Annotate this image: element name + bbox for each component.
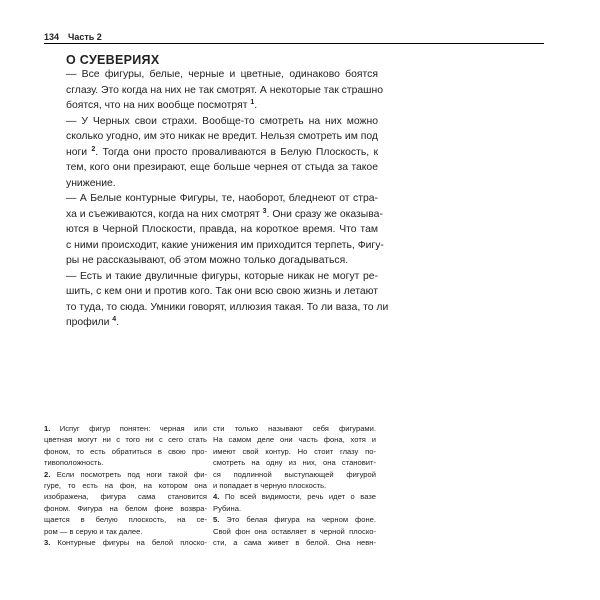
header-rule xyxy=(44,43,544,44)
text-line: ются в Черной Плоскости, правда, на короткое время. Что там xyxy=(66,224,378,235)
text-line: — У Черных свои страхи. Вообще-то смотреть на них можно xyxy=(66,115,378,127)
footnote-line: 2. Если посмотреть под ноги такой фи- xyxy=(44,469,207,479)
text-line: — Есть и такие двуличные фигуры, которые никак не могут ре- xyxy=(66,270,378,282)
footnote-line: гуре, то есть на фон, на котором она xyxy=(44,480,207,490)
text-line: сколько угодно, им это никак не вредит. Нельзя смотреть им под xyxy=(66,131,378,142)
page-number: 134 xyxy=(44,32,60,42)
text-line: с ними происходит, какие унижения им приходится терпеть, Фигу- xyxy=(66,239,384,251)
footnote-line: смотреть на одну из них, она становит- xyxy=(213,458,376,468)
footnote-line: фоном. Фигура на белом фоне возвра- xyxy=(44,503,207,513)
footnote-line: тивоположность. xyxy=(44,458,104,468)
footnote-line: Свой фон она оставляет в черной плоско- xyxy=(213,526,376,536)
text-line: шить, с кем они и против кого. Так они всю свою жизнь и летают xyxy=(66,286,378,297)
text-line: ры не рассказывают, об этом можно только догадываться. xyxy=(66,255,349,266)
text-line: — А Белые контурные Фигуры, те, наоборот, бледнеют от стра- xyxy=(66,193,378,204)
main-text xyxy=(66,67,389,331)
text-line: ха и съеживаются, когда на них смотрят $^3$. Они сразу же оказыва- xyxy=(66,207,383,220)
footnotes-column-2 xyxy=(213,423,376,548)
text-line: боятся, что на них вообще посмотрят $^1$. xyxy=(66,99,258,111)
footnote-line: изображена, фигура сама становится xyxy=(44,492,207,502)
footnote-ref: 2 xyxy=(91,145,96,153)
page-header xyxy=(44,30,544,44)
footnote-line: фоном, то есть обратиться в свою про- xyxy=(44,446,207,456)
footnote-line: и попадает в черную плоскость. xyxy=(213,480,327,490)
footnote-line: На самом деле они часть фона, хотя и xyxy=(213,435,376,445)
footnote-line: Рубина. xyxy=(213,503,242,513)
footnote-line: сти только называют себя фигурами. xyxy=(213,424,376,433)
footnote-line: ром — в серую и так далее. xyxy=(44,526,143,536)
text-line: то туда, то сюда. Умники говорят, иллюзия такая. То ли ваза, то ли xyxy=(66,301,389,313)
footnote-line: 4. По всей видимости, речь идет о вазе xyxy=(213,492,376,502)
footnote-line: ся подлинной выступающей фигурой xyxy=(213,469,376,479)
text-line: сглазу. Это когда на них не так смотрят. А некоторые так страшно xyxy=(66,84,384,96)
footnotes-column-1 xyxy=(44,423,207,548)
section-title: О СУЕВЕРИЯХ xyxy=(66,53,160,67)
text-line: тем, кого они презирают, еще больше чернея от стыда за такое xyxy=(66,162,378,173)
text-line: профили $^4$. xyxy=(66,316,120,328)
footnote-line: цветная могут ни с того ни с сего стать xyxy=(44,435,207,445)
footnote-line: щается в белую плоскость, на се- xyxy=(44,515,207,525)
text-line: — Все фигуры, белые, черные и цветные, одинаково боятся xyxy=(66,69,378,80)
footnote-ref: 3 xyxy=(262,207,267,215)
footnote-line: 3. Контурные фигуры на белой плоско- xyxy=(44,537,207,547)
running-head: Часть 2 xyxy=(68,32,102,42)
footnote-ref: 4 xyxy=(112,316,117,323)
footnote-line: сти, а сама живет в белой. Она невн- xyxy=(213,537,376,547)
footnote-line: 5. Это белая фигура на черном фоне. xyxy=(213,515,376,525)
footnote-line: 1. Испуг фигур понятен: черная или xyxy=(44,424,207,433)
footnote-line: имеют свой контур. Но стоит глазу по- xyxy=(213,446,376,456)
text-line: ноги $^2$. Тогда они просто проваливаются в Белую Плоскость, к xyxy=(66,145,378,158)
text-line: унижение. xyxy=(66,177,116,189)
footnote-ref: 1 xyxy=(250,99,255,106)
